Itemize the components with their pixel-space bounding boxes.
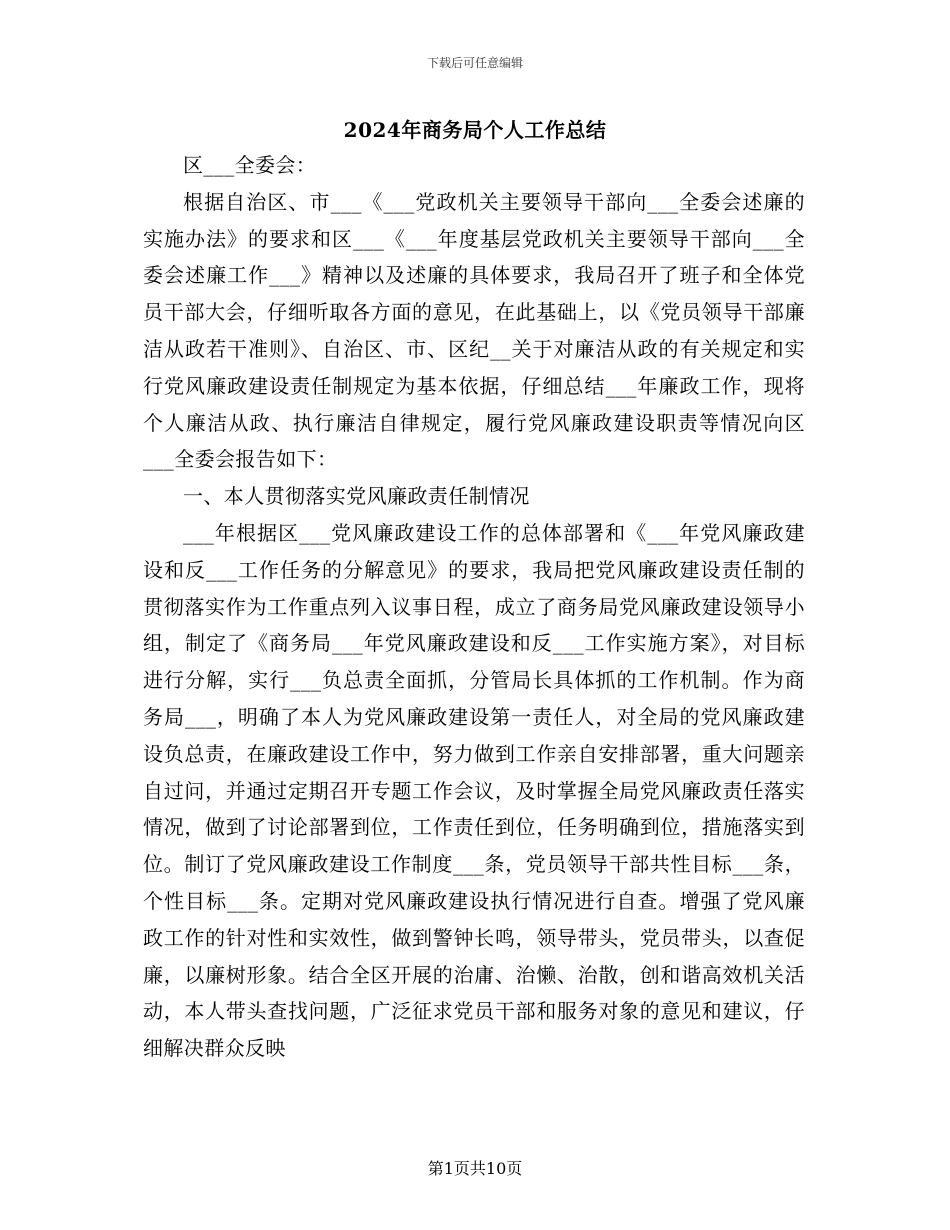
- document-body: [143, 147, 805, 1067]
- paragraph-2: ___年根据区___党风廉政建设工作的总体部署和《___年党风廉政建设和反___工作任务的分解意见》的要求，我局把党风廉政建设责任制的贯彻落实作为工作重点列入议事日程，成立了商务局党风廉政建设领导小组，制定了《商务局___年党风廉政建设和反___工作实施方案》，对目标进行分解，实行___负总责全面抓，分管局长具体抓的工作机制。作为商务局___，明确了本人为党风廉政建设第一责任人，对全局的党风廉政建设负总责，在廉政建设工作中，努力做到工作亲自安排部署，重大问题亲自过问，并通过定期召开专题工作会议，及时掌握全局党风廉政责任落实情况，做到了讨论部署到位，工作责任到位，任务明确到位，措施落实到位。制订了党风廉政建设工作制度___条，党员领导干部共性目标___条，个性目标___条。定期对党风廉政建设执行情况进行自查。增强了党风廉政工作的针对性和实效性，做到警钟长鸣，领导带头，党员带头，以查促廉，以廉树形象。结合全区开展的治庸、治懒、治散，创和谐高效机关活动，本人带头查找问题，广泛征求党员干部和服务对象的意见和建议，仔细解决群众反映: [143, 520, 805, 1061]
- paragraph-1: 根据自治区、市___《___党政机关主要领导干部向___全委会述廉的实施办法》的要求和区___《___年度基层党政机关主要领导干部向___全委会述廉工作___》精神以及述廉的具体要求，我局召开了班子和全体党员干部大会，仔细听取各方面的意见，在此基础上，以《党员领导干部廉洁从政若干准则》、自治区、市、区纪__关于对廉洁从政的有关规定和实行党风廉政建设责任制规定为基本依据，仔细总结___年廉政工作，现将个人廉洁从政、执行廉洁自律规定，履行党风廉政建设职责等情况向区___全委会报告如下：: [143, 189, 805, 472]
- salutation: 区___全委会：: [183, 153, 317, 177]
- header-note: 下载后可任意编辑: [426, 56, 523, 70]
- section-heading-1: 一、本人贯彻落实党风廉政责任制情况: [183, 484, 530, 509]
- page-footer: 第1页共10页: [427, 1159, 523, 1178]
- document-title: 2024年商务局个人工作总结: [343, 118, 607, 142]
